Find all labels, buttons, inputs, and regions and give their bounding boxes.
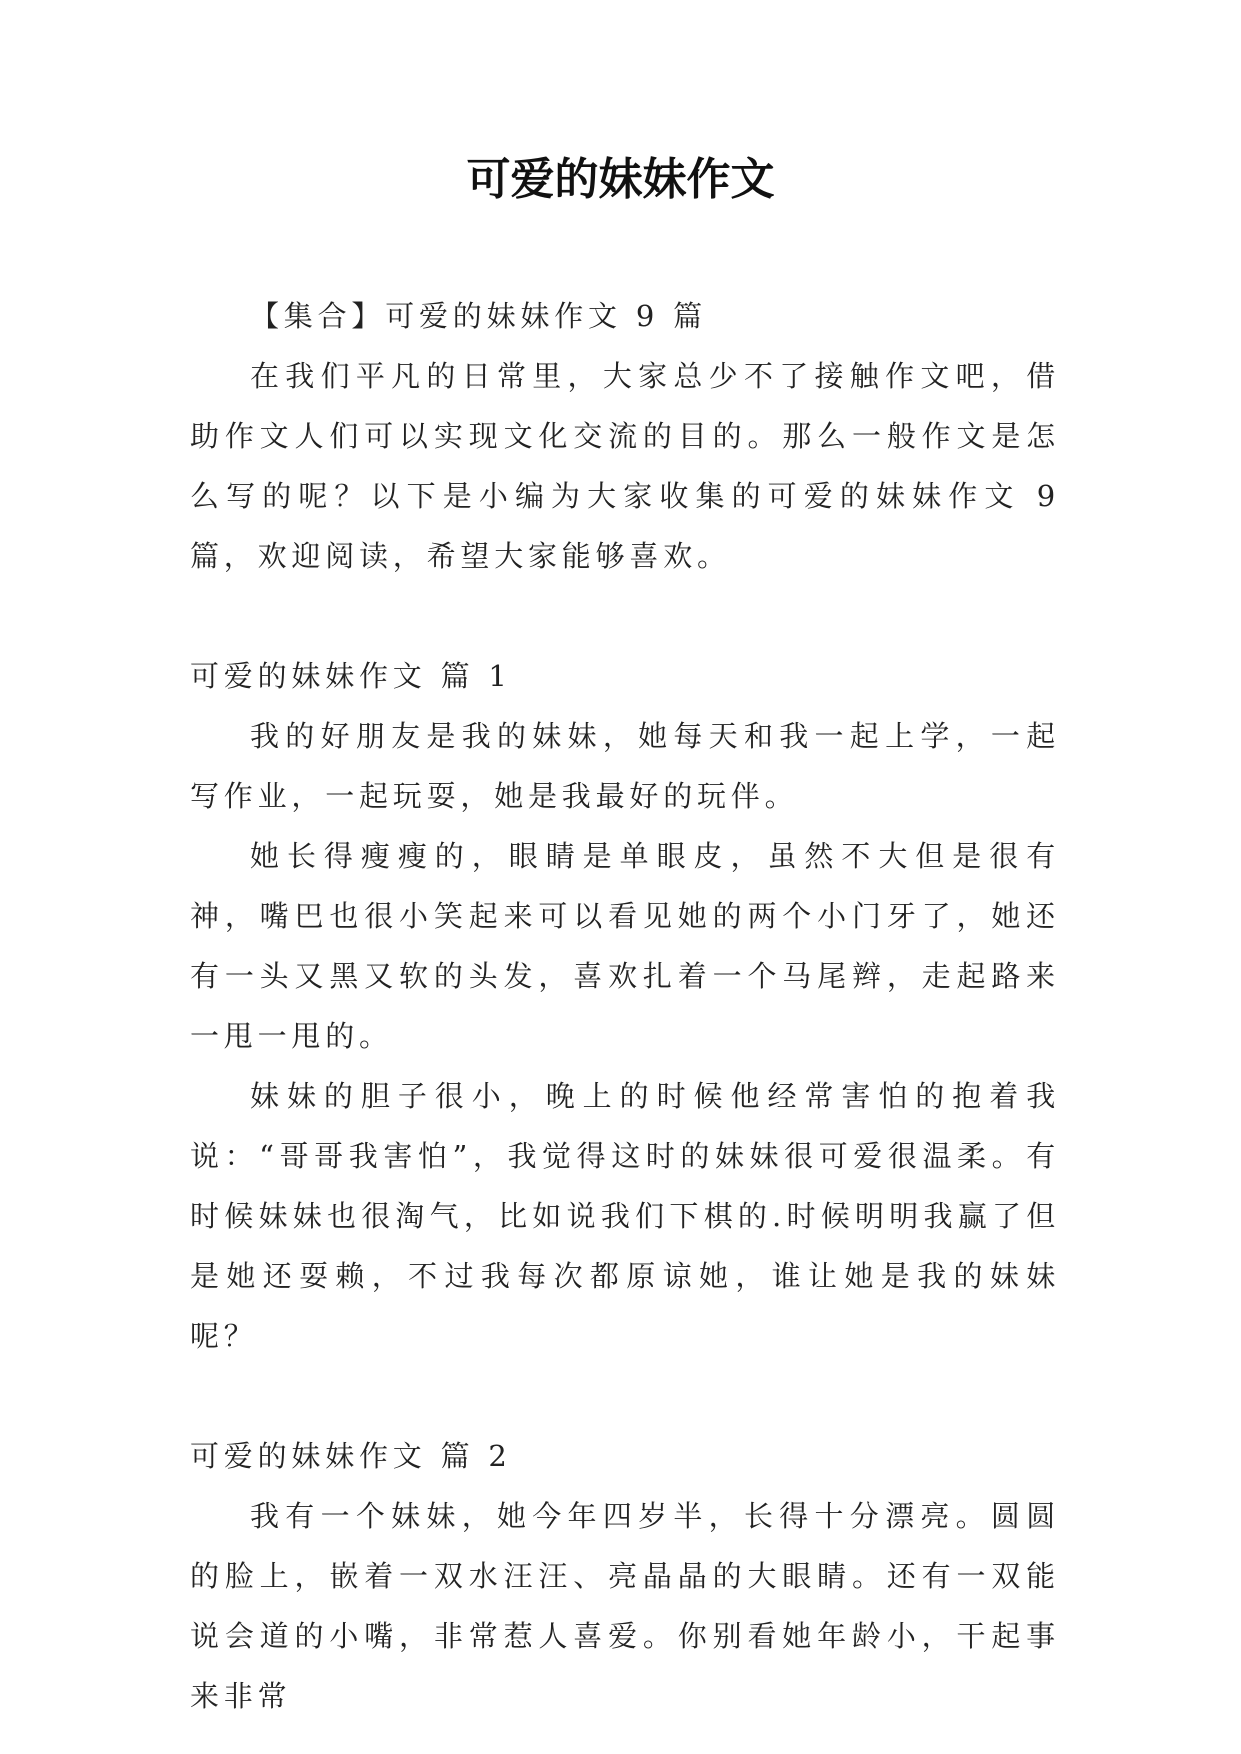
section-heading-2: 可爱的妹妹作文 篇 2 — [190, 1439, 512, 1473]
section-heading-1: 可爱的妹妹作文 篇 1 — [190, 659, 512, 693]
section-1-paragraph-2: 她长得瘦瘦的，眼睛是单眼皮，虽然不大但是很有神，嘴巴也很小笑起来可以看见她的两个小门牙了，她还有一头又黑又软的头发，喜欢扎着一个马尾辫，走起路来一甩一甩的。 — [190, 839, 1060, 1053]
section-2-paragraph-1: 我有一个妹妹，她今年四岁半，长得十分漂亮。圆圆的脸上，嵌着一双水汪汪、亮晶晶的大眼睛。还有一双能说会道的小嘴，非常惹人喜爱。你别看她年龄小，干起事来非常 — [190, 1499, 1060, 1713]
section-spacer — [190, 1366, 1060, 1426]
document-body — [190, 286, 1060, 1726]
collection-line: 【集合】可爱的妹妹作文 9 篇 — [250, 299, 707, 333]
section-1-paragraph-3: 妹妹的胆子很小，晚上的时候他经常害怕的抱着我说：“哥哥我害怕”，我觉得这时的妹妹很可爱很温柔。有时候妹妹也很淘气，比如说我们下棋的.时候明明我赢了但是她还耍赖，不过我每次都原谅她，谁让她是我的妹妹呢？ — [190, 1079, 1060, 1353]
intro-paragraph: 在我们平凡的日常里，大家总少不了接触作文吧，借助作文人们可以实现文化交流的目的。那么一般作文是怎么写的呢？以下是小编为大家收集的可爱的妹妹作文 9 篇，欢迎阅读，希望大家能够喜欢。 — [190, 359, 1060, 573]
section-1-paragraph-1: 我的好朋友是我的妹妹，她每天和我一起上学，一起写作业，一起玩耍，她是我最好的玩伴。 — [190, 719, 1060, 813]
document-title: 可爱的妹妹作文 — [466, 154, 775, 205]
section-spacer — [190, 586, 1060, 646]
